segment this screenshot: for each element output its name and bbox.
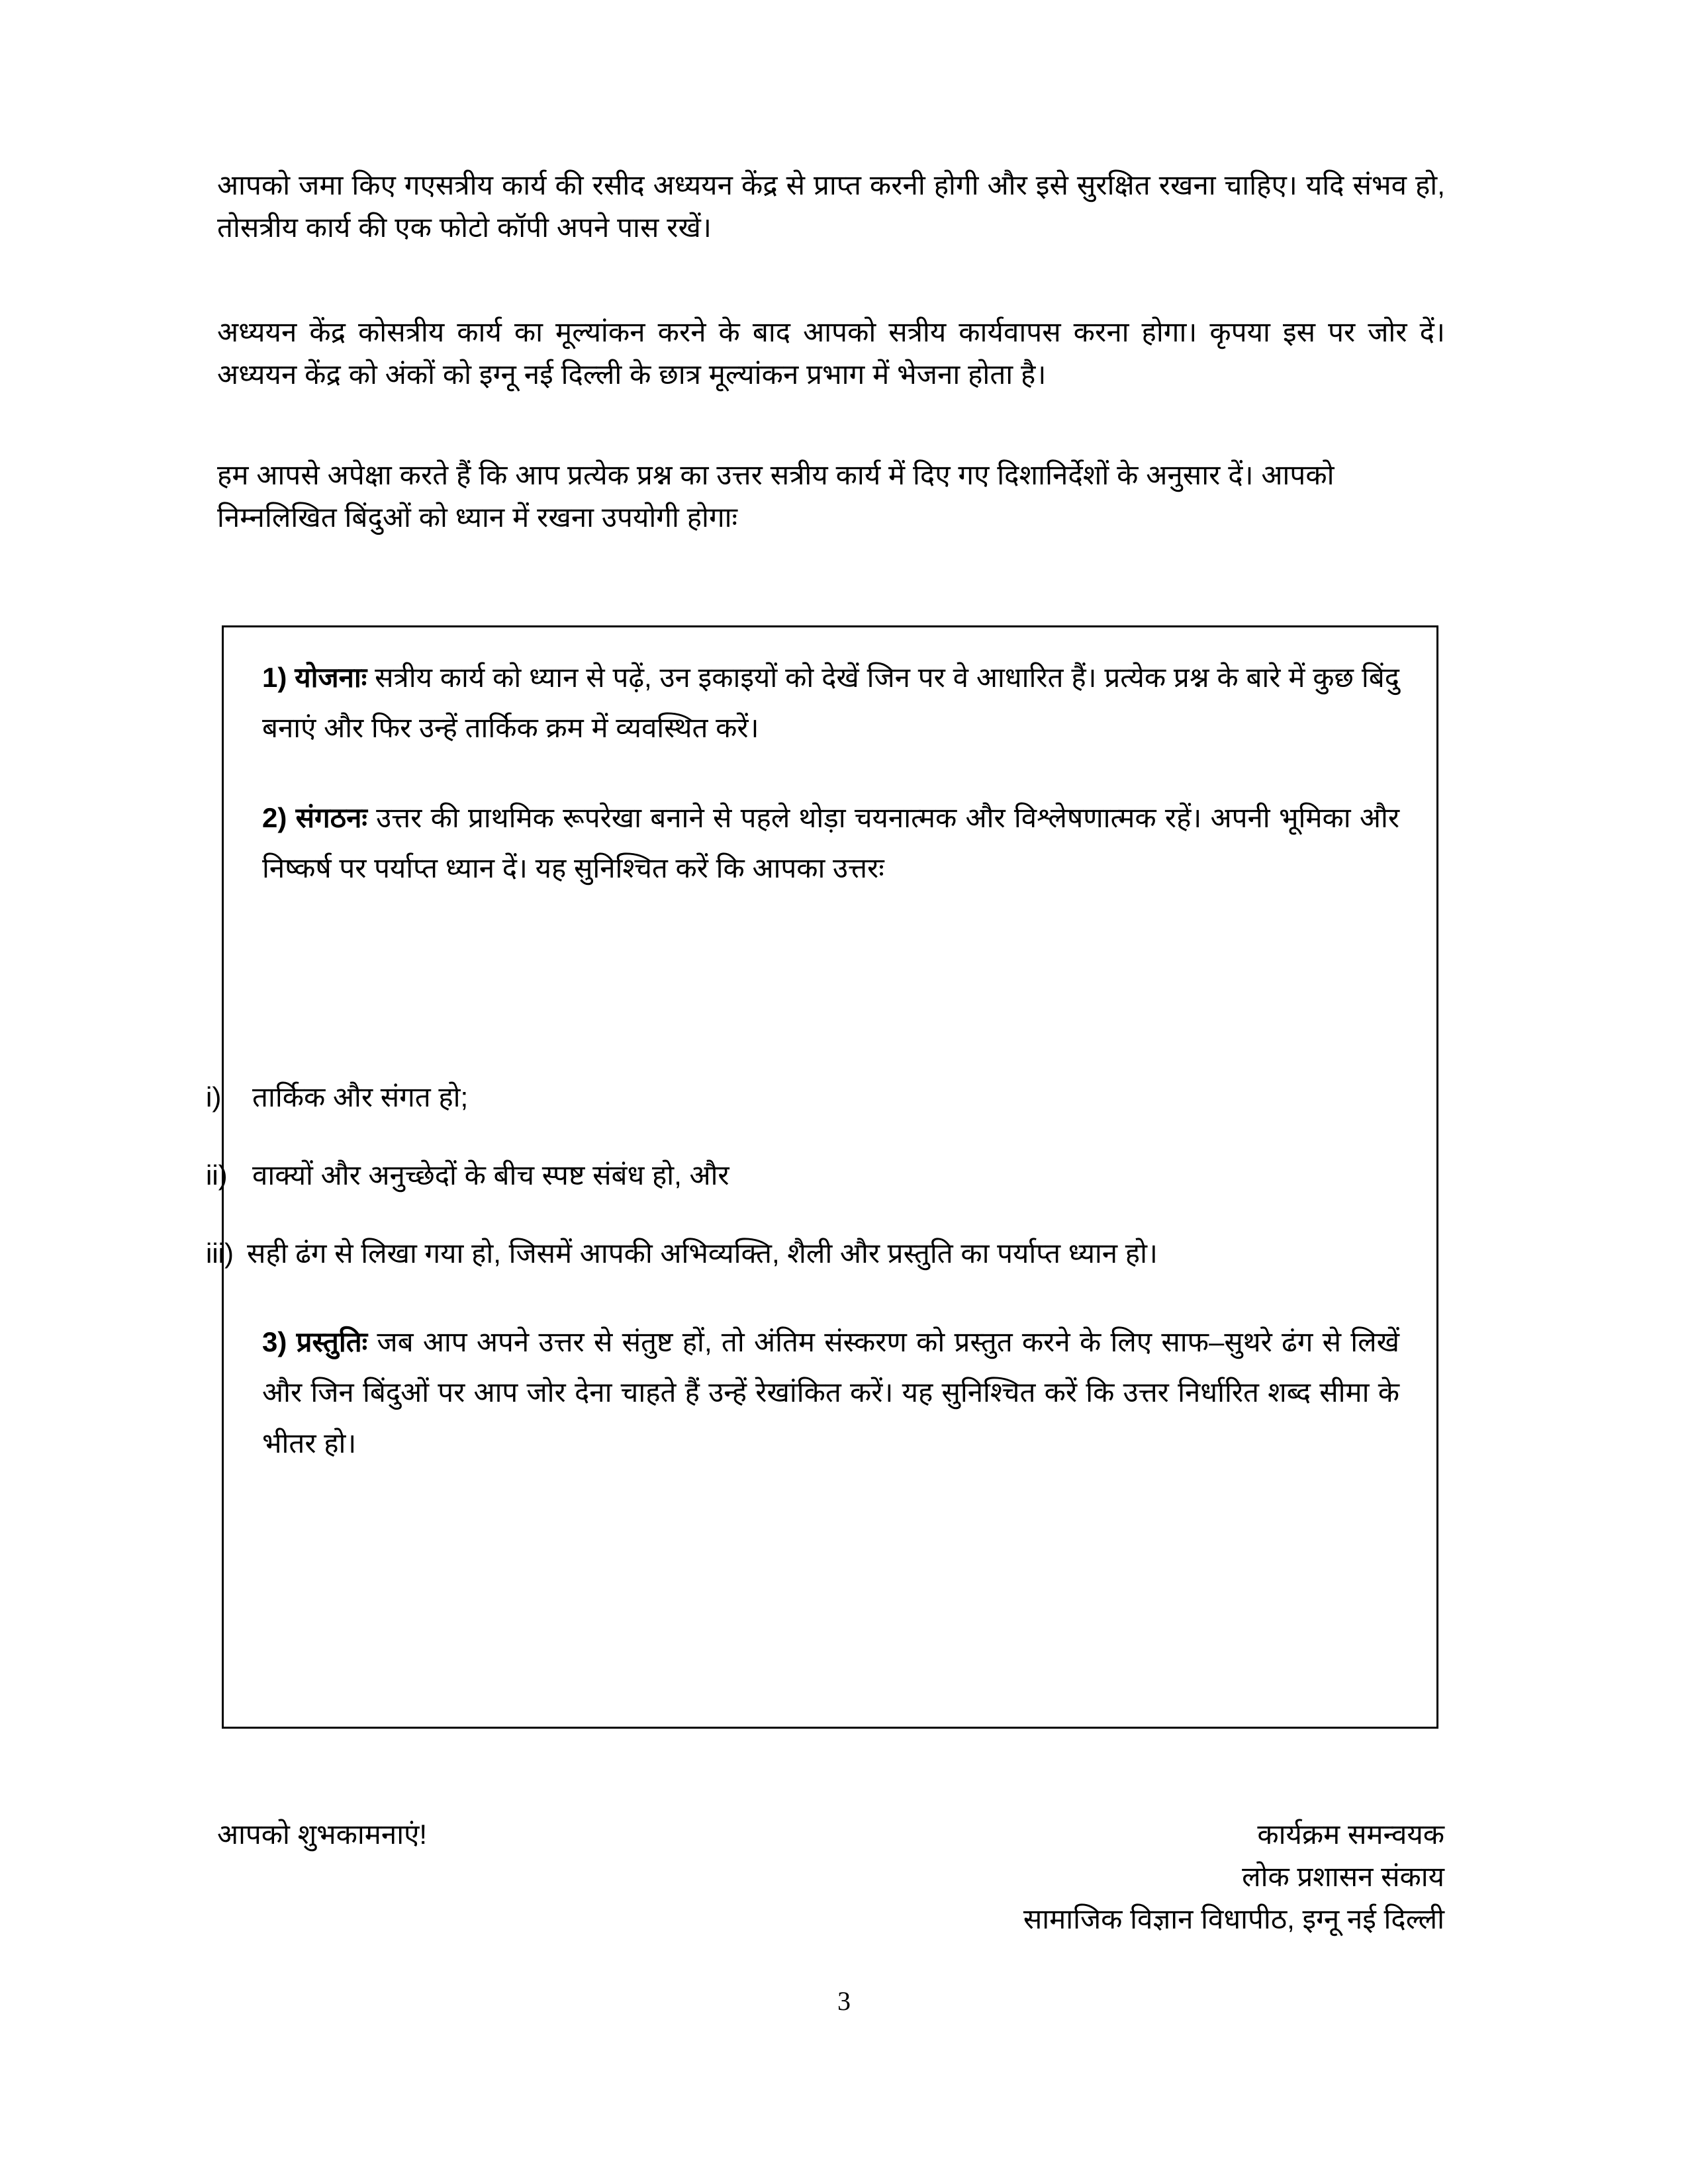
guideline-item-1 (262, 653, 1399, 754)
footer-signature-block (1023, 1813, 1444, 1940)
guideline-subitem-i (206, 1072, 1397, 1122)
guideline-subitem-i-marker: i) (206, 1081, 222, 1113)
guideline-item-2-lead: संगठनः (295, 802, 367, 833)
guideline-subitem-iii-marker: iii) (206, 1238, 234, 1269)
guideline-item-3 (262, 1317, 1399, 1469)
guideline-item-2-text: उत्तर की प्राथमिक रूपरेखा बनाने से पहले थोड़ा चयनात्मक और विश्लेषणात्मक रहें। अपनी भूमिका और निष्कर्ष पर पर्याप्त ध्यान दें। यह सुनिश्चित करें कि आपका उत्तरः (262, 802, 1399, 884)
intro-paragraph-2: अध्ययन केंद्र कोसत्रीय कार्य का मूल्यांकन करने के बाद आपको सत्रीय कार्यवापस करना होगा। कृपया इस पर जोर दें। अध्ययन केंद्र को अंकों को इग्नू नई दिल्ली के छात्र मूल्यांकन प्रभाग में भेजना होता है। (217, 316, 1445, 390)
guideline-subitem-iii-text: सही ढंग से लिखा गया हो, जिसमें आपकी अभिव्यक्ति, शैली और प्रस्तुति का पर्याप्त ध्यान हो। (247, 1238, 1158, 1269)
signature-line-3: सामाजिक विज्ञान विधापीठ, इग्नू नई दिल्ली (1023, 1903, 1444, 1934)
page-number: 3 (837, 1986, 851, 2016)
guideline-item-2 (262, 793, 1399, 894)
guideline-subitem-iii (206, 1228, 1397, 1279)
guideline-item-1-text: सत्रीय कार्य को ध्यान से पढ़ें, उन इकाइयों को देखें जिन पर वे आधारित हैं। प्रत्येक प्रश्न के बारे में कुछ बिंदु बनाएं और फिर उन्हें तार्किक क्रम में व्यवस्थित करें। (262, 662, 1399, 744)
guideline-subitem-ii-marker: ii) (206, 1160, 228, 1191)
intro-paragraph-3: हम आपसे अपेक्षा करते हैं कि आप प्रत्येक प्रश्न का उत्तर सत्रीय कार्य में दिए गए दिशानिर्देशों के अनुसार दें। आपको निम्नलिखित बिंदुओं को ध्यान में रखना उपयोगी होगाः (217, 459, 1335, 533)
guideline-subitem-ii (206, 1150, 1397, 1201)
guideline-subitem-ii-text: वाक्यों और अनुच्छेदों के बीच स्पष्ट संबंध हो, और (252, 1160, 729, 1191)
guideline-item-3-text: जब आप अपने उत्तर से संतुष्ट हों, तो अंतिम संस्करण को प्रस्तुत करने के लिए साफ–सुथरे ढंग से लिखें और जिन बिंदुओं पर आप जोर देना चाहते हैं उन्हें रेखांकित करें। यह सुनिश्चित करें कि उत्तर निर्धारित शब्द सीमा के भीतर हो। (262, 1326, 1399, 1459)
guideline-item-3-marker: 3) (262, 1326, 287, 1357)
guideline-subitem-i-text: तार्किक और संगत हो; (252, 1081, 469, 1113)
signature-line-2: लोक प्रशासन संकाय (1242, 1860, 1444, 1892)
guideline-item-1-lead: योजनाः (295, 662, 367, 693)
footer-wish-text: आपको शुभकामनाएं! (217, 1819, 428, 1850)
guideline-item-1-marker: 1) (262, 662, 287, 693)
intro-paragraph-1: आपको जमा किए गएसत्रीय कार्य की रसीद अध्ययन केंद्र से प्राप्त करनी होगी और इसे सुरक्षित रखना चाहिए। यदि संभव हो, तोसत्रीय कार्य की एक फोटो कॉपी अपने पास रखें। (217, 169, 1445, 243)
signature-line-1: कार्यक्रम समन्वयक (1257, 1819, 1444, 1850)
guideline-item-3-lead: प्रस्तुतिः (296, 1326, 368, 1357)
guidelines-box-content (206, 627, 1436, 1727)
guideline-item-2-marker: 2) (262, 802, 287, 833)
guidelines-box (206, 625, 1438, 1729)
